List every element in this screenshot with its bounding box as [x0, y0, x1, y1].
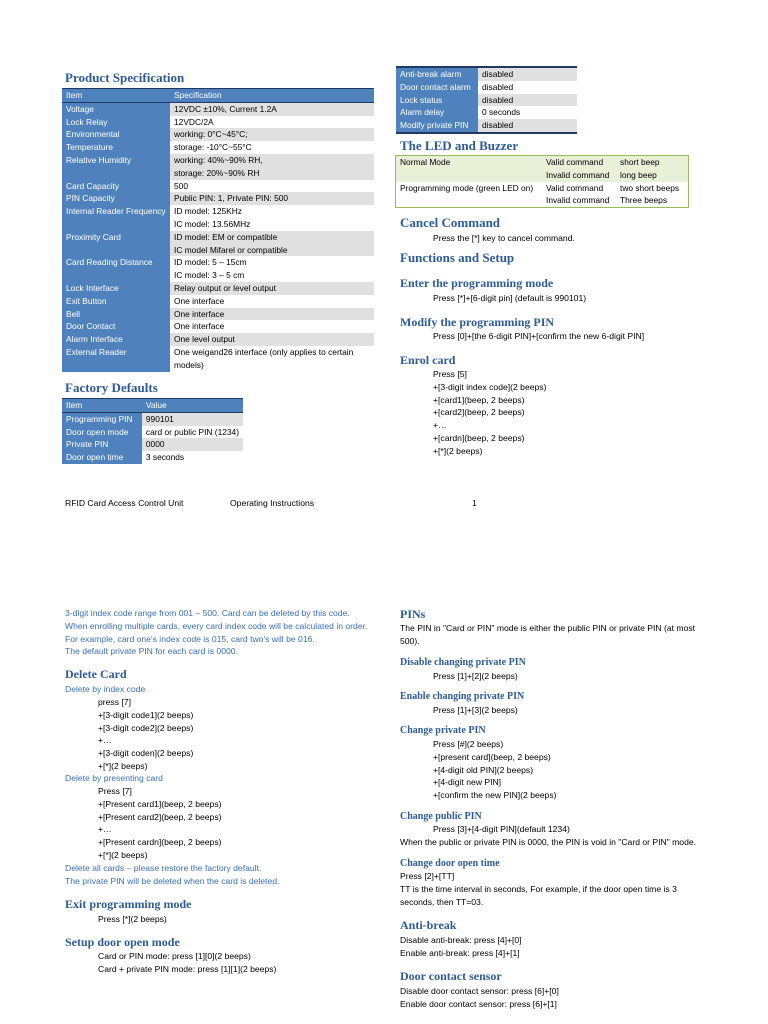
table-cell: Lock status	[396, 94, 478, 107]
private-pin-note: The private PIN will be deleted when the card is deleted.	[65, 876, 280, 886]
table-cell: One interface	[170, 308, 374, 321]
table-cell: ID model: EM or compatible	[170, 231, 374, 244]
footer-page-number: 1	[472, 498, 477, 508]
table-cell: 0000	[142, 438, 243, 451]
table-cell: Invalid command	[546, 195, 610, 206]
step-line: Press [5]	[433, 369, 467, 379]
step-line: +[card2](beep, 2 beeps)	[433, 407, 525, 418]
table-cell: Door contact alarm	[396, 81, 478, 94]
functions-setup-title: Functions and Setup	[400, 250, 515, 265]
spec-row	[62, 256, 374, 269]
step-line: When enrolling multiple cards, every card index code will be calculated in order.	[65, 620, 368, 631]
step-line: +[present card](beep, 2 beeps)	[433, 751, 551, 762]
table-cell	[62, 359, 170, 372]
table-cell: Anti-break alarm	[396, 67, 478, 81]
step-line: +[Present cardn](beep, 2 beeps)	[98, 837, 222, 848]
table-cell	[62, 269, 170, 282]
spec-row	[62, 295, 374, 308]
defaults-row	[396, 119, 577, 133]
table-cell: disabled	[478, 119, 577, 133]
table-cell: Door Contact	[62, 320, 170, 333]
table-cell: working: 0°C~45°C;	[170, 128, 374, 141]
table-cell: Internal Reader Frequency	[62, 205, 170, 218]
change-public-pin-note: When the public or private PIN is 0000, the PIN is void in "Card or PIN" mode.	[400, 837, 697, 847]
spec-row	[62, 231, 374, 244]
table-cell: IC model: 13.56MHz	[170, 218, 374, 231]
spec-row	[62, 116, 374, 129]
table-cell: Normal Mode	[396, 156, 543, 169]
change-door-time-title: Change door open time	[400, 858, 500, 869]
door-open-mode-title: Setup door open mode	[65, 935, 180, 949]
step-line: Press [7]	[98, 786, 132, 796]
step-line: +[*](2 beeps)	[98, 850, 148, 860]
table-cell: Lock Relay	[62, 116, 170, 129]
change-door-time-note: TT is the time interval in seconds, For example, if the door open time is 3	[400, 884, 677, 894]
table-cell: PIN Capacity	[62, 192, 170, 205]
led-row	[396, 182, 689, 195]
factory-defaults-table	[62, 398, 243, 464]
table-cell: External Reader	[62, 346, 170, 359]
table-cell: storage: 20%~90% RH	[170, 167, 374, 180]
footer-doc-title: Operating Instructions	[230, 498, 315, 508]
table-cell: Alarm Interface	[62, 333, 170, 346]
step-line: +…	[98, 824, 112, 835]
table-cell: storage: -10°C~55°C	[170, 141, 374, 154]
delete-by-card-label: Delete by presenting card	[65, 773, 163, 783]
spec-row	[62, 218, 374, 231]
table-header-row	[62, 399, 243, 413]
step-line: +[confirm the new PIN](2 beeps)	[433, 790, 557, 801]
table-cell	[396, 194, 543, 207]
table-cell: One interface	[170, 295, 374, 308]
spec-row	[62, 308, 374, 321]
door-contact-title: Door contact sensor	[400, 969, 502, 983]
table-cell: models)	[170, 359, 374, 372]
table-cell: One level output	[170, 333, 374, 346]
step-line: +[*](2 beeps)	[433, 445, 483, 456]
defaults-row	[62, 451, 243, 464]
spec-row	[62, 346, 374, 359]
led-row	[396, 194, 689, 207]
step-line: +[Present card1](beep, 2 beeps)	[98, 798, 222, 809]
table-cell: Bell	[62, 308, 170, 321]
led-buzzer-title: The LED and Buzzer	[400, 138, 519, 153]
delete-all-note: Delete all cards – please restore the factory default.	[65, 863, 262, 873]
exit-prog-title: Exit programming mode	[65, 897, 192, 911]
table-cell: IC model: 3 – 5 cm	[170, 269, 374, 282]
defaults-row	[62, 426, 243, 439]
spec-row	[62, 269, 374, 282]
defaults-row	[396, 81, 577, 94]
table-cell: disabled	[478, 94, 577, 107]
table-cell: Programming PIN	[62, 412, 142, 425]
pins-text: The PIN in "Card or PIN" mode is either the public PIN or private PIN (at most	[400, 623, 696, 633]
step-line: +[Present card2](beep, 2 beeps)	[98, 811, 222, 822]
table-cell: 0 seconds	[478, 106, 577, 119]
spec-row	[62, 102, 374, 115]
table-cell: Valid command	[542, 156, 616, 169]
table-cell: Voltage	[62, 102, 170, 115]
factory-defaults-title: Factory Defaults	[65, 380, 158, 395]
product-spec-title: Product Specification	[65, 70, 185, 85]
spec-row	[62, 128, 374, 141]
exit-prog-text: Press [*](2 beeps)	[98, 914, 167, 924]
table-cell: card or public PIN (1234)	[142, 426, 243, 439]
step-line: +…	[98, 735, 112, 746]
enrol-card-title: Enrol card	[400, 353, 456, 367]
table-cell: disabled	[478, 67, 577, 81]
table-cell: 12VDC/2A	[170, 116, 374, 129]
table-cell: 500	[170, 180, 374, 193]
spec-row	[62, 180, 374, 193]
step-line: +[3-digit index code](2 beeps)	[433, 381, 547, 392]
led-table	[395, 155, 689, 208]
spec-row	[62, 359, 374, 372]
disable-change-pin-title: Disable changing private PIN	[400, 657, 526, 668]
change-public-pin-text: Press [3]+[4-digit PIN](default 1234)	[433, 824, 570, 834]
table-cell	[62, 167, 170, 180]
table-cell: Invalid command	[542, 169, 616, 182]
table-cell: Relative Humidity	[62, 154, 170, 167]
table-cell: 12VDC ±10%, Current 1.2A	[170, 102, 374, 115]
step-line: +[3-digit code2](2 beeps)	[98, 722, 194, 733]
table-cell: Modify private PIN	[396, 119, 478, 133]
spec-row	[62, 333, 374, 346]
table-cell: Temperature	[62, 141, 170, 154]
anti-break-line: Enable anti-break: press [4]+[1]	[400, 948, 520, 958]
table-cell: long beep	[616, 169, 689, 182]
defaults-row	[62, 412, 243, 425]
delete-card-title: Delete Card	[65, 667, 127, 681]
table-cell: Proximity Card	[62, 231, 170, 244]
step-line: +[4-digit new PIN]	[433, 777, 502, 788]
step-line: The default private PIN for each card is 0000.	[65, 646, 238, 657]
door-contact-line: Disable door contact sensor: press [6]+[0]	[400, 986, 559, 996]
step-line: +…	[433, 420, 447, 431]
header-cell: Specification	[170, 89, 374, 103]
table-header-row	[62, 89, 374, 103]
table-cell: Private PIN	[62, 438, 142, 451]
step-line: +[card1](beep, 2 beeps)	[433, 394, 525, 405]
table-cell: disabled	[478, 81, 577, 94]
step-line: +[cardn](beep, 2 beeps)	[433, 433, 525, 443]
defaults-row	[396, 67, 577, 81]
step-line: 3-digit index code range from 001 – 500. Card can be deleted by this code.	[65, 608, 350, 618]
table-cell: ID model: 5 – 15cm	[170, 256, 374, 269]
table-cell: Door open mode	[62, 426, 142, 439]
table-cell: 3 seconds	[142, 451, 243, 464]
door-open-mode-line: Card + private PIN mode: press [1][1](2 beeps)	[98, 964, 277, 974]
enter-prog-text: Press [*]+[6-digit pin] (default is 990101)	[433, 293, 587, 303]
defaults-row	[62, 438, 243, 451]
table-cell: Public PIN: 1, Private PIN: 500	[170, 192, 374, 205]
table-cell: One weigand26 interface (only applies to certain	[170, 346, 374, 359]
anti-break-title: Anti-break	[400, 918, 457, 932]
table-cell: Programming mode (green LED on)	[400, 182, 534, 193]
table-cell: One interface	[170, 320, 374, 333]
table-cell: Card Reading Distance	[62, 256, 170, 269]
table-cell: Environmental	[62, 128, 170, 141]
defaults-row	[396, 94, 577, 107]
led-row	[396, 169, 689, 182]
change-public-pin-title: Change public PIN	[400, 811, 482, 822]
step-line: +[4-digit old PIN](2 beeps)	[433, 764, 534, 775]
modify-prog-title: Modify the programming PIN	[400, 315, 555, 329]
table-cell: two short beeps	[620, 182, 680, 193]
spec-row	[62, 167, 374, 180]
spec-row	[62, 244, 374, 257]
modify-prog-text: Press [0]+[the 6-digit PIN]+[confirm the new 6-digit PIN]	[433, 331, 645, 341]
step-line: For example, card one's index code is 015, card two's will be 016.	[65, 633, 315, 644]
enter-prog-title: Enter the programming mode	[400, 276, 554, 290]
table-cell: Valid command	[546, 182, 604, 193]
table-cell: Exit Button	[62, 295, 170, 308]
product-spec-table	[62, 88, 374, 372]
anti-break-line: Disable anti-break: press [4]+[0]	[400, 935, 522, 945]
spec-row	[62, 205, 374, 218]
change-private-pin-title: Change private PIN	[400, 725, 486, 736]
step-line: +[3-digit code1](2 beeps)	[98, 709, 194, 720]
footer-product: RFID Card Access Control Unit	[65, 498, 184, 508]
table-cell: Relay output or level output	[170, 282, 374, 295]
table-cell	[396, 169, 543, 182]
cancel-command-text: Press the [*] key to cancel command.	[433, 233, 575, 243]
disable-change-pin-text: Press [1]+[2](2 beeps)	[433, 671, 518, 681]
defaults-row	[396, 106, 577, 119]
factory-defaults-table-cont	[396, 66, 577, 134]
table-cell: Lock Interface	[62, 282, 170, 295]
table-cell	[62, 218, 170, 231]
table-cell: ID model: 125KHz	[170, 205, 374, 218]
step-line: +[*](2 beeps)	[98, 761, 148, 771]
table-cell: short beep	[616, 156, 689, 169]
table-cell: IC model Mifarel or compatible	[170, 244, 374, 257]
spec-row	[62, 141, 374, 154]
change-door-time-text: Press [2]+[TT]	[400, 871, 455, 881]
table-cell: 990101	[142, 412, 243, 425]
pins-title: PINs	[400, 607, 426, 621]
spec-row	[62, 192, 374, 205]
step-line: +[3-digit coden](2 beeps)	[98, 748, 194, 759]
step-line: Press [#](2 beeps)	[433, 739, 504, 749]
table-cell	[62, 244, 170, 257]
table-cell: Alarm delay	[396, 106, 478, 119]
led-row	[396, 156, 689, 169]
spec-row	[62, 282, 374, 295]
delete-by-index-label: Delete by index code	[65, 684, 146, 694]
cancel-command-title: Cancel Command	[400, 215, 501, 230]
pins-text: 500).	[400, 636, 420, 646]
change-door-time-note: seconds, then TT=03.	[400, 897, 484, 907]
spec-row	[62, 154, 374, 167]
table-cell: working: 40%~90% RH,	[170, 154, 374, 167]
enable-change-pin-text: Press [1]+[3](2 beeps)	[433, 705, 518, 715]
header-cell: Item	[62, 89, 170, 103]
table-cell: Door open time	[62, 451, 142, 464]
enable-change-pin-title: Enable changing private PIN	[400, 691, 525, 702]
header-cell: Value	[142, 399, 243, 413]
step-line: press [7]	[98, 697, 131, 707]
table-cell: Three beeps	[620, 195, 668, 206]
door-open-mode-line: Card or PIN mode: press [1][0](2 beeps)	[98, 951, 251, 961]
door-contact-line: Enable door contact sensor: press [6]+[1]	[400, 999, 557, 1009]
table-cell: Card Capacity	[62, 180, 170, 193]
header-cell: Item	[62, 399, 142, 413]
spec-row	[62, 320, 374, 333]
